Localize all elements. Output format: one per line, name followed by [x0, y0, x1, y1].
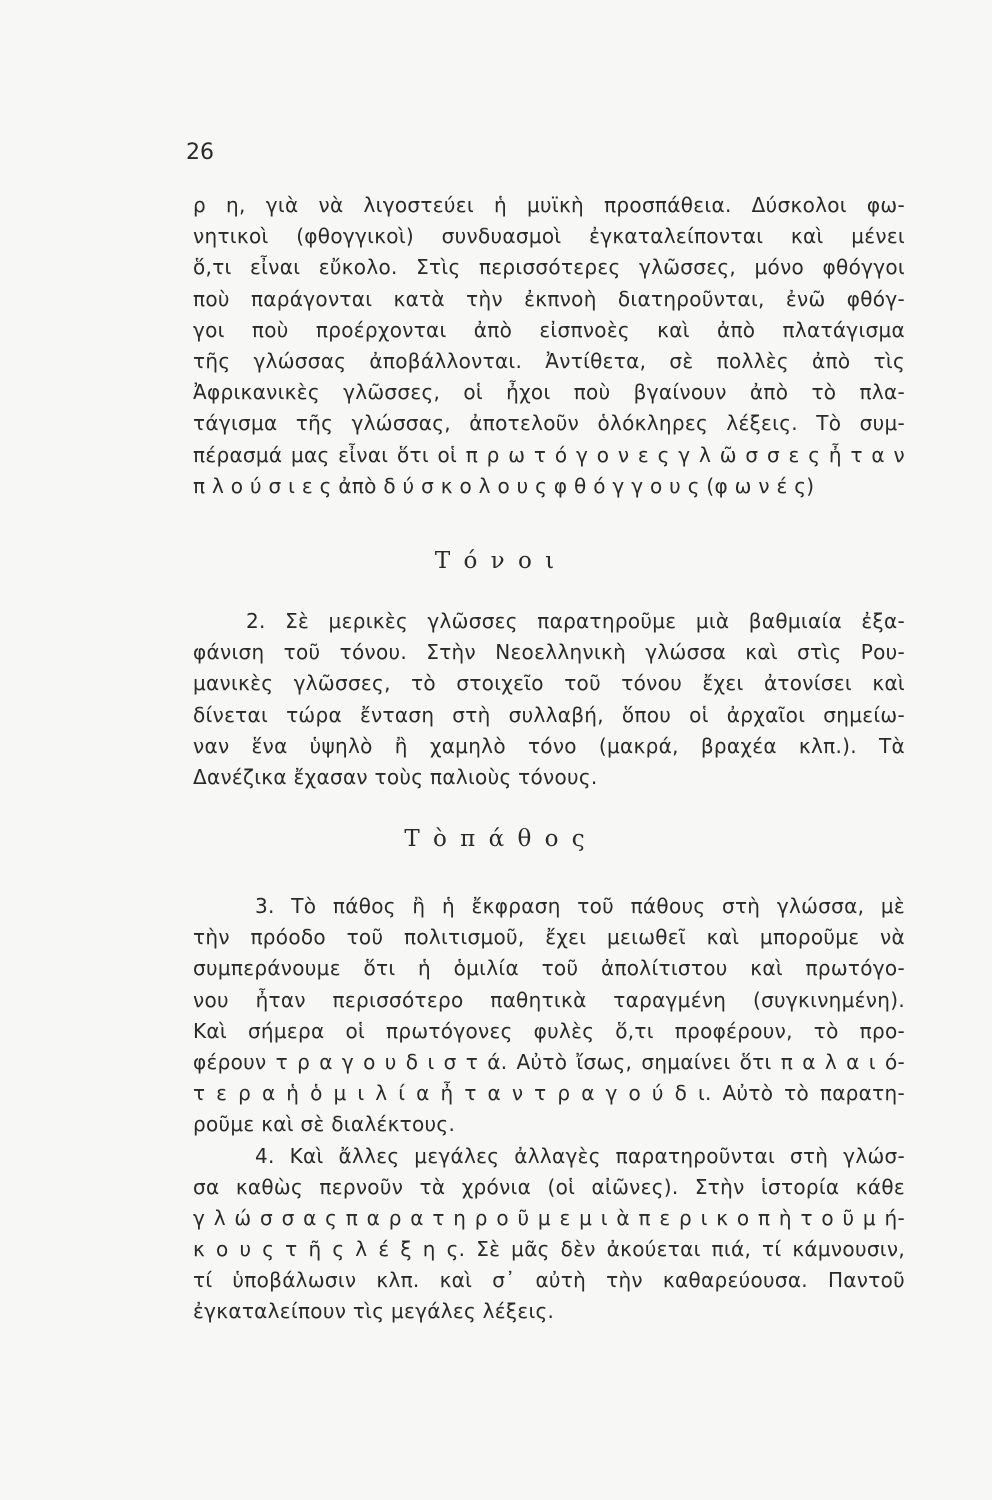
text-line: πέρασμά μας εἶναι ὅτι οἱ π ρ ω τ ό γ ο ν ε ς γ λ ῶ σ σ ε ς ἦ τ α ν — [193, 442, 905, 467]
text-line: ρ η, γιὰ νὰ λιγοστεύει ἡ μυϊκὴ προσπάθεια. Δύσκολοι φω- — [193, 193, 905, 217]
text-line: φάνιση τοῦ τόνου. Στὴν Νεοελληνικὴ γλώσσα καὶ στὶς Ρου- — [193, 640, 905, 665]
text-line: τὴν πρόοδο τοῦ πολιτισμοῦ, ἔχει μειωθεῖ καὶ μποροῦμε νὰ — [193, 925, 905, 950]
text-line: συμπεράνουμε ὅτι ἡ ὁμιλία τοῦ ἀπολίτιστου καὶ πρωτόγο- — [193, 956, 905, 981]
text-line: γ λ ώ σ σ α ς π α ρ α τ η ρ ο ῦ μ ε μ ι ὰ π ε ρ ι κ ο π ὴ τ ο ῦ μ ή- — [193, 1205, 905, 1230]
text-line: π λ ο ύ σ ι ε ς ἀπὸ δ ύ σ κ ο λ ο υ ς φ θ ό γ γ ο υ ς (φ ω ν έ ς) — [193, 473, 815, 498]
text-line: κ ο υ ς τ ῆ ς λ έ ξ η ς. Σὲ μᾶς δὲν ἀκούεται πιά, τί κάμνουσιν, — [193, 1237, 905, 1262]
text-line: Ἀφρικανικὲς γλῶσσες, οἱ ἦχοι ποὺ βγαίνουν ἀπὸ τὸ πλα- — [193, 380, 905, 405]
text-line: νητικοὶ (φθογγικοὶ) συνδυασμοὶ ἐγκαταλείπονται καὶ μένει — [193, 224, 905, 249]
text-line: ροῦμε καὶ σὲ διαλέκτους. — [193, 1112, 456, 1137]
text-line: ναν ἕνα ὑψηλὸ ἢ χαμηλὸ τόνο (μακρά, βραχέα κλπ.). Τὰ — [193, 733, 905, 758]
text-line: γοι ποὺ προέρχονται ἀπὸ εἰσπνοὲς καὶ ἀπὸ πλατάγισμα — [193, 317, 905, 342]
text-line: φέρουν τ ρ α γ ο υ δ ι σ τ ά. Αὐτὸ ἴσως, σημαίνει ὅτι π α λ α ι ό- — [193, 1049, 905, 1074]
text-line: Καὶ σήμερα οἱ πρωτόγονες φυλὲς ὅ,τι προφέρουν, τὸ προ- — [193, 1018, 905, 1043]
text-line: τί ὑποβάλωσιν κλπ. καὶ σ᾽ αὐτὴ τὴν καθαρεύουσα. Παντοῦ — [193, 1268, 905, 1293]
text-line: σα καθὼς περνοῦν τὰ χρόνια (οἱ αἰῶνες). Στὴν ἱστορία κάθε — [193, 1174, 905, 1199]
text-line: 4. Καὶ ἄλλες μεγάλες ἀλλαγὲς παρατηροῦνται στὴ γλώσ- — [255, 1143, 905, 1168]
paragraph-block-1 — [193, 190, 905, 502]
text-line: μανικὲς γλῶσσες, τὸ στοιχεῖο τοῦ τόνου ἔχει ἀτονίσει καὶ — [193, 671, 905, 696]
text-line: 2. Σὲ μερικὲς γλῶσσες παρατηροῦμε μιὰ βαθμιαία ἐξα- — [246, 609, 905, 633]
page-number: 26 — [186, 140, 214, 165]
text-line: 3. Τὸ πάθος ἢ ἡ ἔκφραση τοῦ πάθους στὴ γλώσσα, μὲ — [255, 894, 905, 918]
paragraph-block-3 — [193, 891, 905, 1328]
paragraph-block-2 — [193, 606, 905, 793]
section-heading-pathos: Τ ὸ π ά θ ο ς — [404, 826, 588, 852]
text-line: ἐγκαταλείπουν τὶς μεγάλες λέξεις. — [193, 1299, 555, 1324]
text-line: ὅ,τι εἶναι εὔκολο. Στὶς περισσότερες γλῶσσες, μόνο φθόγγοι — [193, 255, 905, 280]
text-line: δίνεται τώρα ἔνταση στὴ συλλαβή, ὅπου οἱ ἀρχαῖοι σημείω- — [193, 702, 905, 727]
text-line: τάγισμα τῆς γλώσσας, ἀποτελοῦν ὁλόκληρες λέξεις. Τὸ συμ- — [193, 411, 905, 436]
text-line: νου ἦταν περισσότερο παθητικὰ ταραγμένη (συγκινημένη). — [193, 987, 905, 1012]
text-line: ποὺ παράγονται κατὰ τὴν ἐκπνοὴ διατηροῦνται, ἐνῶ φθόγ- — [193, 286, 905, 311]
section-heading-tones: Τ ό ν ο ι — [434, 548, 558, 574]
text-line: τ ε ρ α ἡ ὁ μ ι λ ί α ἦ τ α ν τ ρ α γ ο ύ δ ι. Αὐτὸ τὸ παρατη- — [193, 1081, 905, 1106]
text-line: Δανέζικα ἔχασαν τοὺς παλιοὺς τόνους. — [193, 764, 598, 789]
text-line: τῆς γλώσσας ἀποβάλλονται. Ἀντίθετα, σὲ πολλὲς ἀπὸ τὶς — [193, 348, 905, 373]
